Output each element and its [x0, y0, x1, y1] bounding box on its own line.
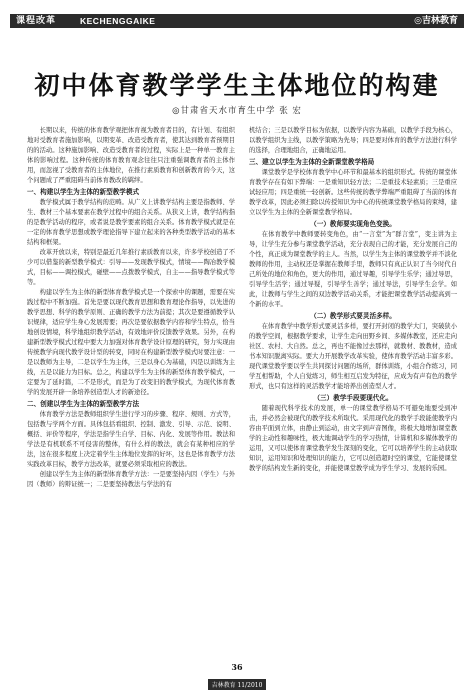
article-title: 初中体育教学学生主体地位的构建 [34, 71, 440, 100]
paragraph: 创建以学生为主体的新型体育教学方法：一是要坚持内因（学生）与外因（教师）的辩证统一；二是要坚持教法与学法的有 [27, 471, 235, 488]
paragraph: 改革开放以来，特别是最近几年推行素质教育以来，许多学校创造了不少可以借鉴的新型教学模式：引导——发现教学模式，情境——陶冶教学模式，目标——调控模式，碰壁——点拨教学模式，自主——指导教学模式等等。 [27, 249, 235, 286]
left-column [27, 126, 235, 490]
page-number: 36 [231, 662, 243, 672]
page-footer [0, 662, 474, 691]
paragraph: 体育教学方法是教师组织学生进行学习的步骤、程序、规则、方式等，包括教与学两个方面。具体包括看组织、控制、激发、引导、示范、说明、概括、评价等程序，学法是指学生自学、目标、内化、发展等作用。教法和学法是有机联系不可侵害的整体，有什么样的教法，就会有某种相应的学法，这在很多程度上决定着学生主体地位发挥的好坏，这也是体育教学方法实践改革目标，教学方法改革，就要必须采取相应的教法。 [27, 411, 235, 468]
paragraph: 在体育教学中教学形式要灵活多样，要打开封闭的教学大门，突破狭小的教学空间，根据教学要求，让学生走向田野乡间、多媒体教室，还应走向社区、农村、大自然。总之，再也不能像过去那样，就教材、教教材，造成书本知识脱离实际。要大力开展教学改革实验，使体育教学活动丰富多彩。现代课堂教学要以学生共同探讨问题的场所，群体训练，小组合作练习，同学互相帮助，个人自觉练习，师生相互启发为特征，应成为有声有色的教学形式，也只有这样的灵活教学才能培养出创造型人才。 [249, 323, 457, 390]
article-byline: ◎甘肃省天水市育生中学 张 宏 [172, 106, 302, 116]
paragraph: 构建以学生为主体的新型体育教学模式是一个探索中的课题，需要在实践过程中不断加强。首先是要以现代教育思想和教育理论作指导，以先进的教学思想、科学的教学原则、正确的教学方法为前提；其次是要遵循教学认识规律，适应学生身心发展需要；再次是要依据教学内容和学生特点，恰当地创设情境，科学地组织教学活动，有效地评价反馈教学效果。另外，在构建新型教学模式过程中要大力加强对体育教学设计原理的研究，努力实现由传统教学向现代教学设计型的转变，同时在构建新型教学模式时要注意：一是以教师为主导，二是以学生为主体，三是以身心为基础，四是以训练为主线，五是以能力为目标。总之，构建以学生为主体的新型体育教学模式，一定要为了延时篇，二不是形式，而是为了改变旧的教学模式，为现代体育教学的发展开辟一条培养创造型人才的新途径。 [27, 289, 235, 396]
header-band [10, 14, 464, 28]
subsection-heading: （一）教师要实现角色变换。 [310, 220, 396, 228]
section-pinyin: KECHENGGAIKE [80, 16, 156, 26]
section-heading: 一、构建以学生为主体的新型教学模式 [27, 188, 140, 196]
subsection-heading: （三）教学手段要现代化。 [313, 394, 393, 402]
journal-mark: ◎吉林教育 [414, 16, 458, 26]
paragraph: 课堂教学是学校体育教学中心环节和最基本的组织形式。传统的课堂体育教学存在有如下弊端：一是重知识轻方法；二是重技术轻素质；三是重应试轻应用；四是重统一轻创新。这些传统的教学弊端严重阻碍了当前的体育教学改革，因此必须扫除以传授知识为中心的传统课堂教学格局的束缚，建立以学生为主体的全新课堂教学格局。 [249, 169, 457, 216]
paragraph: 机结合；三是以教学目标为依据，以教学内容为基础，以教学手段为核心，以教学组织为主线，以教学策略为先导；四是要对体育的教学方法进行科学的选择，合理地组合，正确地运用。 [249, 127, 457, 154]
paragraph: 随着现代科学技术的发展，单一的课堂教学格局不可避免地要受到冲击，并必然会被现代的教学技术所取代。采用现代化的教学手段能使教学内容由平面到立体，由静止到运动，由文字到声音图像，将极大地增加课堂教学的主动性和趣味性，极大地调动学生的学习热情，计算机和多媒体教学的运用，又可以使体育课堂教学发生深刻的变化，它可以培养学生的主动获取知识，运用知识和处理知识的能力，它可以创造超时空的课堂，它能使课堂教学的结构发生新的变化，并能使课堂教学成为学生学习、发展的乐园。 [249, 405, 457, 472]
journal-issue: 吉林教育 11/2010 [208, 679, 267, 690]
section-label: 课程改革 [16, 16, 57, 26]
right-column [249, 126, 457, 474]
paragraph: 长期以来，传统的体育教学观把体育视为教育者目的，有计划、有组织地对受教育者施加影响，以期变革、改造受教育者，使其达到教育者预期目的的活动。这种施加影响、改造受教育者的过程，实际上是一种单一教育主体的影响过程。这种传统的体育教育观念往往只注重强调教育者的主体作用，而忽视了受教育者的主体地位，在推行素质教育和创新教育的今天，这个问题成了严重阻碍当前体育教改的羁绊。 [27, 127, 235, 184]
subsection-heading: （二）教学形式要灵活多样。 [310, 312, 396, 320]
section-heading: 三、建立以学生为主体的全新课堂教学格局 [249, 158, 375, 166]
paragraph: 教学模式属于教学结构的范畴。从广义上讲教学结构主要是指教师、学生、教材三个基本要素在教学过程中的组合关系。从狭义上讲，教学结构指的是教学活动的程序，或者说是教学要素的组合关系。体育教学模式就是在一定的体育教学思想或教学理论指导下建立起来的各种类型教学活动的基本结构和框架。 [27, 199, 235, 246]
paragraph: 在体育教学中教师要转变角色，由“一言堂”为“群言堂”，变主讲为主导，让学生充分参与课堂教学活动，充分表现自己的才能，充分发展自己的个性，真正成为课堂教学的主人。当然，以学生为主体的课堂教学并不淡化教师的作用，主动权还是掌握在教师手里，教师只有真正认识了当今时代自己所处的地位和角色，更大的作用，通过导趣，引导学生乐学；通过导思，引导学生活学；通过导疑，引导学生善学；通过导法，引导学生会学。如此，让教师与学生之间的双边教学活动关系，才能把课堂教学活动提高到一个新的水平。 [249, 231, 457, 308]
section-heading: 二、创建以学生为主体的新型教学方法 [27, 400, 140, 408]
